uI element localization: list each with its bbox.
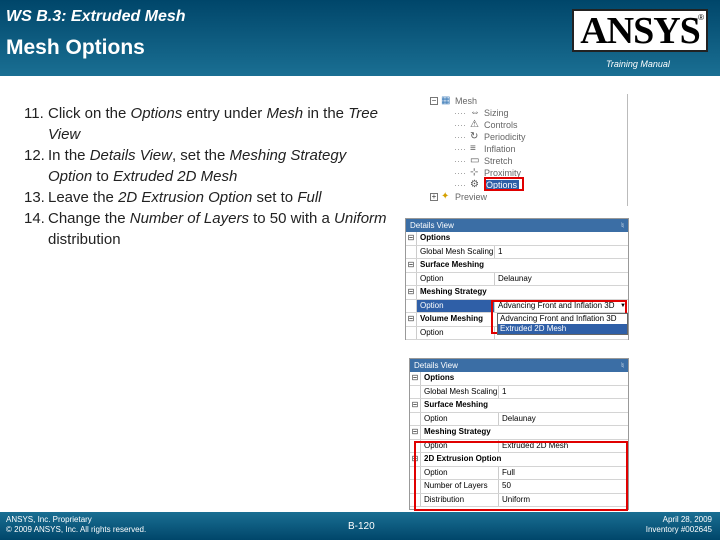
property-value[interactable]: Delaunay	[498, 413, 628, 426]
collapse-icon[interactable]: ⊟	[407, 260, 415, 269]
dropdown-list	[497, 313, 628, 335]
slide-footer	[0, 512, 720, 540]
footer-date-text: April 28, 2009	[662, 515, 712, 524]
sizing-icon: ⇔	[470, 107, 480, 118]
step-text: In the Details View, set the Meshing Strategy Option to Extruded 2D Mesh	[48, 147, 347, 185]
logo-text: ANSYS	[580, 9, 700, 52]
property-value[interactable]: 1	[498, 386, 628, 399]
mesh-icon: ▦	[441, 95, 451, 106]
training-manual-label: Training Manual	[606, 59, 670, 69]
tree-item-sizing[interactable]	[454, 108, 509, 118]
slide-header	[0, 0, 720, 76]
details-group-header[interactable]	[406, 286, 628, 300]
ansys-logo	[572, 9, 708, 52]
property-name: Number of Layers	[420, 480, 498, 493]
collapse-icon[interactable]: ⊟	[407, 233, 415, 242]
details-property-row[interactable]	[410, 413, 628, 427]
tree-view	[428, 94, 628, 206]
step-item	[24, 103, 394, 145]
tree-connector: ····	[454, 132, 466, 142]
step-number: 14.	[24, 210, 45, 227]
property-value[interactable]: 1	[494, 246, 628, 259]
step-number: 12.	[24, 147, 45, 164]
tree-label: Periodicity	[484, 132, 526, 142]
property-name: Distribution	[420, 494, 498, 507]
collapse-icon[interactable]: −	[431, 96, 437, 105]
group-label: Surface Meshing	[416, 259, 628, 272]
dropdown-arrow-icon[interactable]: ▼	[620, 302, 626, 309]
property-name: Option	[420, 467, 498, 480]
tree-label: Proximity	[484, 168, 522, 178]
property-value[interactable]: Delaunay	[494, 273, 628, 286]
dropdown-option[interactable]: Extruded 2D Mesh	[498, 324, 627, 334]
proximity-icon: ⊹	[470, 167, 479, 178]
group-label: Volume Meshing	[416, 313, 628, 326]
details-view-title	[406, 219, 628, 232]
footer-inventory: Inventory #002645	[645, 525, 712, 534]
details-property-row[interactable]	[406, 273, 628, 287]
property-name: Option	[416, 300, 494, 313]
stretch-icon: ▭	[470, 155, 480, 166]
collapse-icon[interactable]: ⊟	[411, 373, 419, 382]
tree-item-preview[interactable]	[430, 192, 487, 202]
footer-date	[646, 515, 712, 535]
tree-label: Sizing	[484, 108, 509, 118]
collapse-icon[interactable]: ⊟	[407, 314, 415, 323]
dropdown-option[interactable]: Advancing Front and Inflation 3D	[500, 314, 617, 323]
step-text: Change the Number of Layers to 50 with a Uniform distribution	[48, 210, 387, 248]
details-view-before	[405, 218, 629, 340]
controls-icon: ⚠	[470, 119, 479, 130]
details-group-header[interactable]	[406, 232, 628, 246]
details-group-header[interactable]	[410, 372, 628, 386]
collapse-icon[interactable]: ⊟	[407, 287, 415, 296]
step-item	[24, 145, 394, 187]
step-text: Click on the Options entry under Mesh in the Tree View	[48, 105, 378, 143]
details-group-header[interactable]	[410, 399, 628, 413]
tree-item-controls[interactable]	[454, 120, 518, 130]
property-name: Option	[420, 413, 498, 426]
details-group-header[interactable]	[410, 426, 628, 440]
tree-item-periodicity[interactable]	[454, 132, 526, 142]
options-icon: ⚙	[470, 179, 479, 190]
tree-item-stretch[interactable]	[454, 156, 513, 166]
details-property-row[interactable]	[410, 386, 628, 400]
group-label: 2D Extrusion Option	[420, 453, 628, 466]
collapse-icon[interactable]: ⊟	[411, 427, 419, 436]
group-label: Options	[420, 372, 628, 385]
footer-proprietary: ANSYS, Inc. Proprietary	[6, 515, 92, 524]
instruction-steps	[24, 103, 394, 250]
workshop-title: WS B.3: Extruded Mesh	[6, 8, 186, 25]
highlight-options-box	[484, 177, 524, 191]
tree-label: Options	[486, 180, 518, 190]
inflation-icon: ≡	[470, 143, 476, 154]
tree-label: Controls	[484, 120, 518, 130]
property-value[interactable]: Advancing Front and Inflation 3D ▼	[494, 300, 628, 313]
tree-item-mesh[interactable]	[430, 96, 477, 106]
details-view-title-text: Details View	[410, 221, 454, 230]
collapse-icon[interactable]: ⊟	[411, 400, 419, 409]
page-title: Mesh Options	[6, 36, 145, 59]
step-number: 13.	[24, 189, 45, 206]
footer-rights: © 2009 ANSYS, Inc. All rights reserved.	[6, 525, 147, 534]
step-item	[24, 187, 394, 208]
group-label: Options	[416, 232, 628, 245]
property-value[interactable]: 50	[498, 480, 628, 493]
group-label: Surface Meshing	[420, 399, 628, 412]
group-label: Meshing Strategy	[416, 286, 628, 299]
details-view-title	[410, 359, 628, 372]
details-property-row[interactable]	[406, 246, 628, 260]
collapse-icon[interactable]: ⊟	[411, 454, 419, 463]
preview-icon: ✦	[441, 191, 450, 202]
pin-icon[interactable]: ♮	[621, 361, 624, 370]
property-name: Option	[420, 440, 498, 453]
property-name: Option	[416, 327, 494, 340]
tree-connector: ····	[454, 120, 466, 130]
footer-copyright	[6, 515, 146, 535]
property-name: Option	[416, 273, 494, 286]
tree-connector: ····	[454, 156, 466, 166]
highlight-extrusion-box	[414, 441, 628, 511]
property-value[interactable]: Extruded 2D Mesh	[498, 440, 628, 453]
details-group-header[interactable]	[406, 259, 628, 273]
tree-connector: ····	[454, 108, 466, 118]
page-number: B-120	[348, 521, 375, 532]
details-view-title-text: Details View	[414, 361, 458, 370]
property-value[interactable]: Full	[498, 467, 628, 480]
group-label: Meshing Strategy	[420, 426, 628, 439]
pin-icon[interactable]: ♮	[621, 221, 624, 230]
step-text: Leave the 2D Extrusion Option set to Full	[48, 189, 322, 206]
expand-icon[interactable]: +	[431, 192, 437, 201]
step-item	[24, 208, 394, 250]
tree-connector: ····	[454, 180, 466, 190]
tree-label-mesh: Mesh	[455, 96, 478, 106]
tree-connector: ····	[454, 144, 466, 154]
tree-connector: ····	[454, 168, 466, 178]
logo-registered-mark: ®	[698, 13, 704, 22]
periodicity-icon: ↻	[470, 131, 479, 142]
tree-label: Stretch	[484, 156, 513, 166]
property-name: Global Mesh Scaling	[420, 386, 498, 399]
tree-label-preview: Preview	[455, 192, 488, 202]
property-value[interactable]: Uniform	[498, 494, 628, 507]
property-name: Global Mesh Scaling	[416, 246, 494, 259]
tree-item-inflation[interactable]	[454, 144, 516, 154]
step-number: 11.	[24, 105, 44, 122]
tree-label: Inflation	[484, 144, 516, 154]
